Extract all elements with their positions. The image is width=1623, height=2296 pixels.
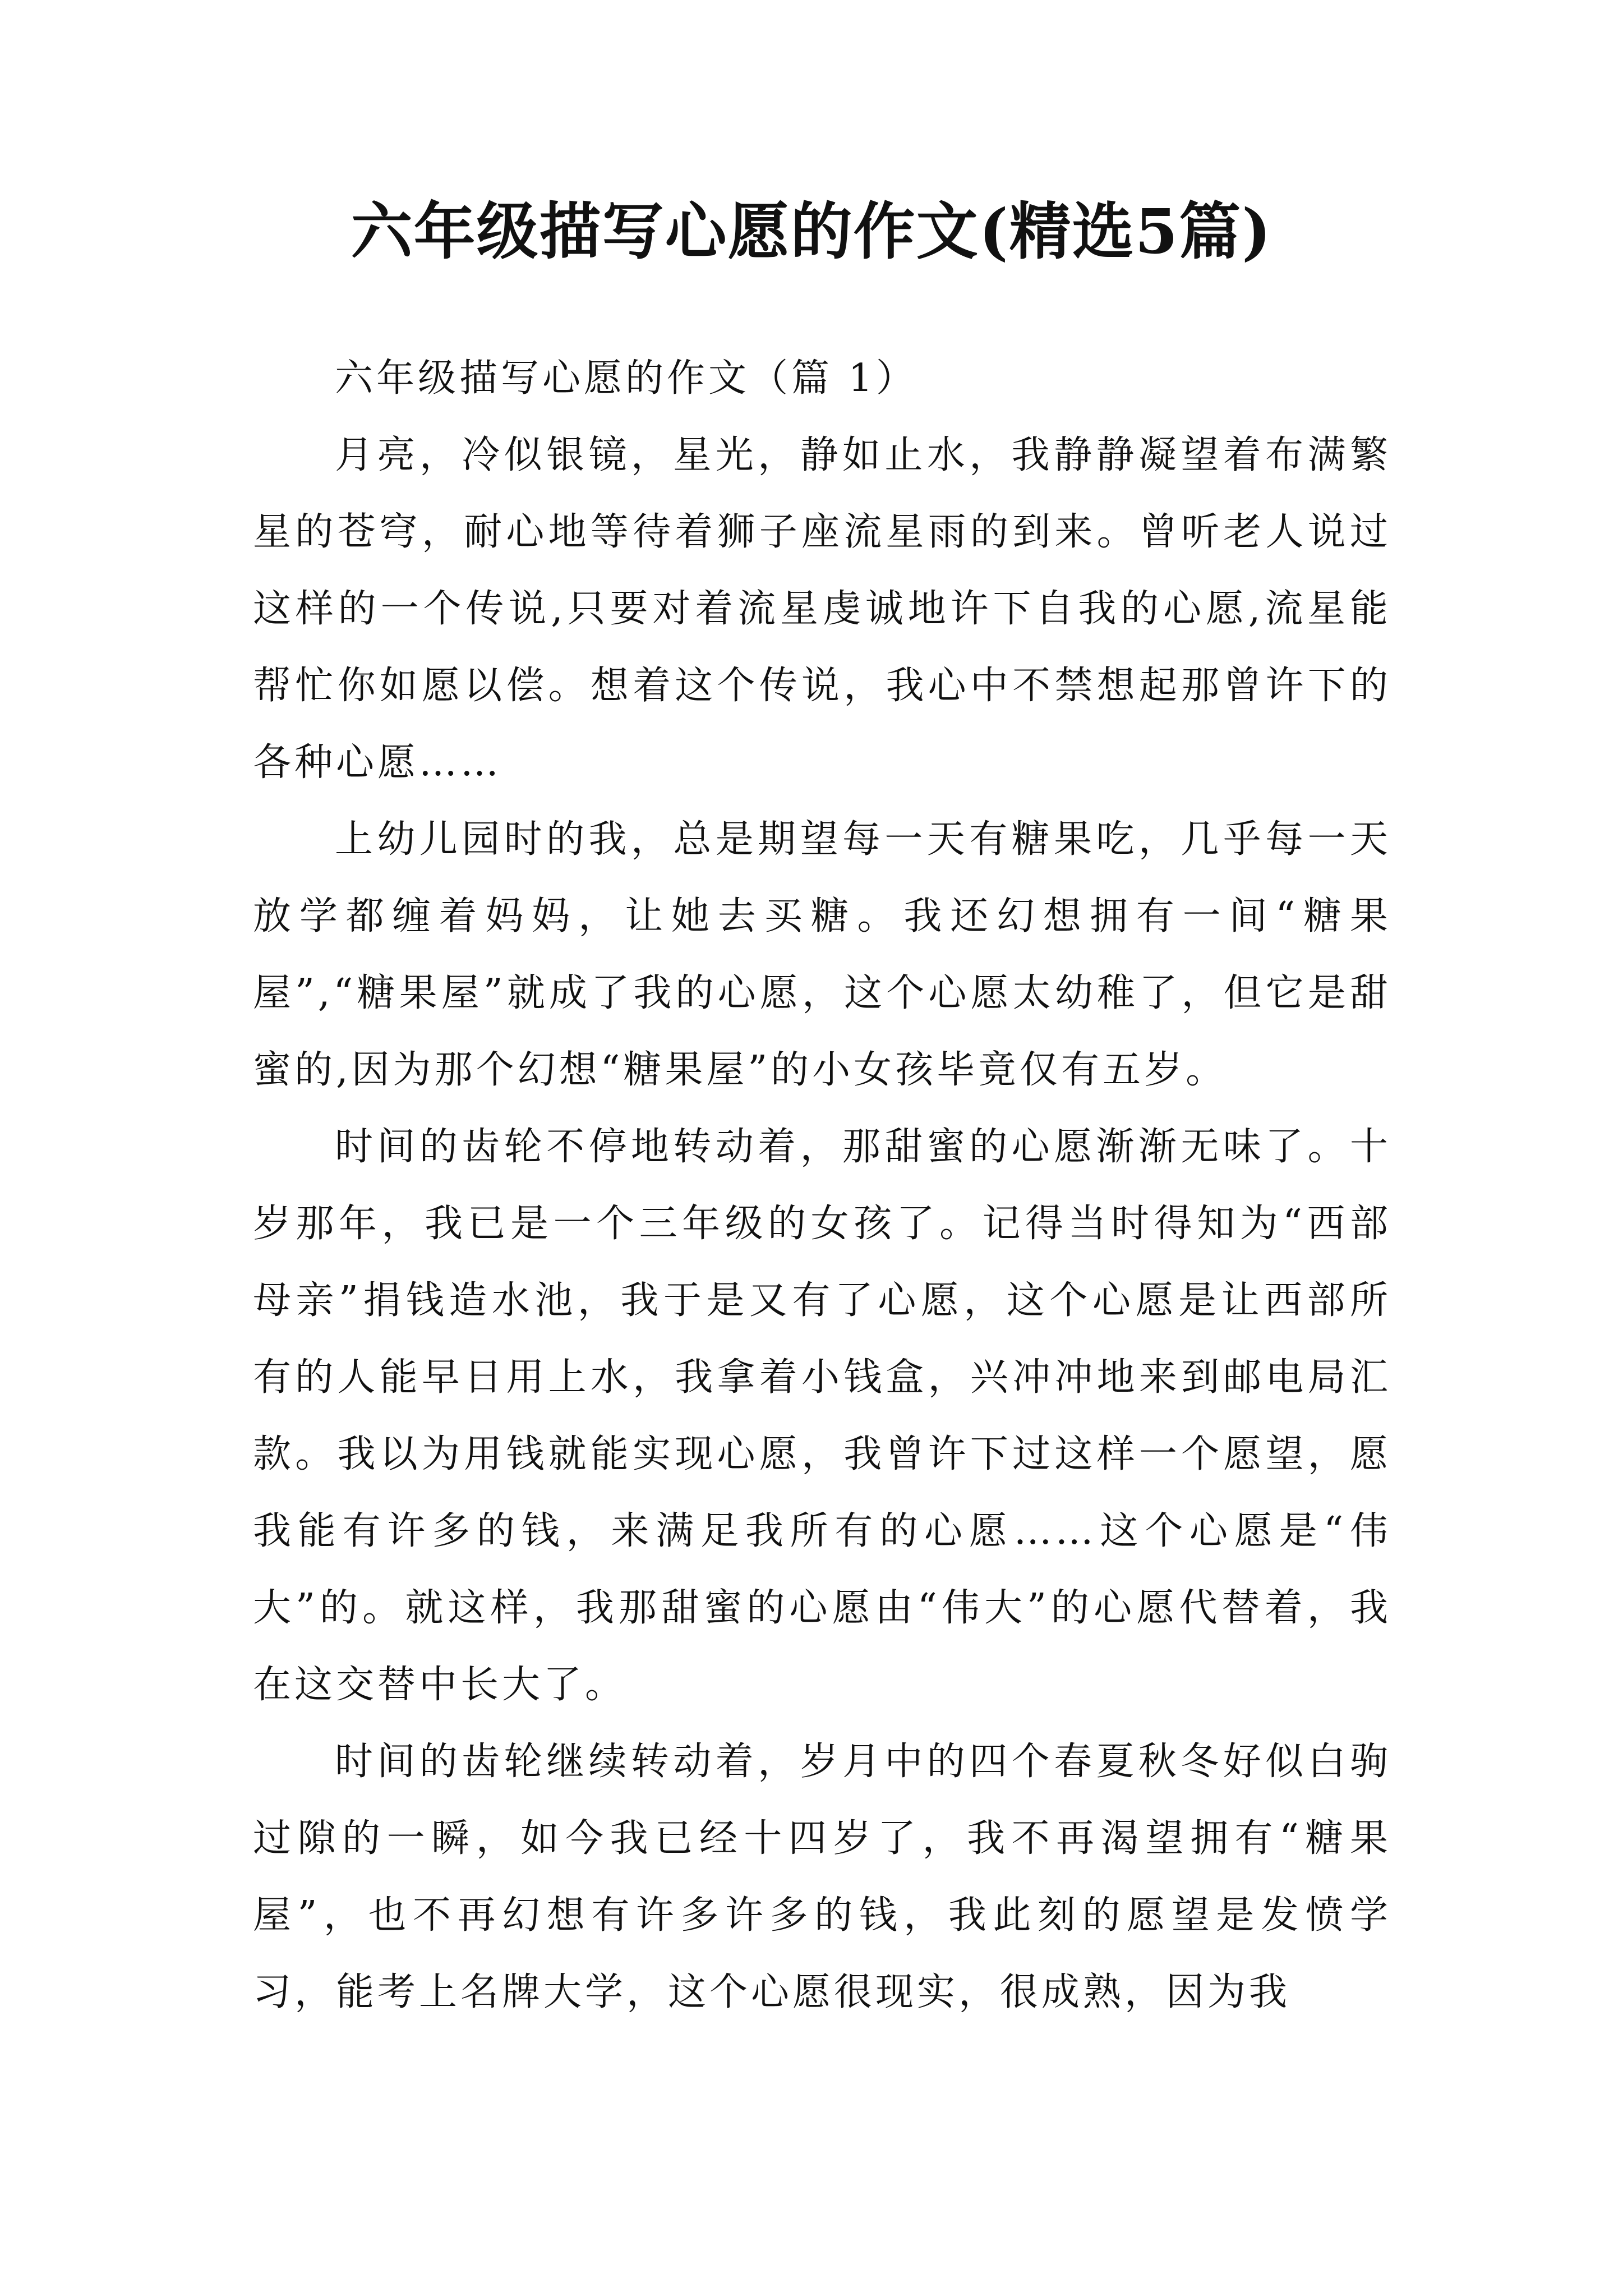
- paragraph: 时间的齿轮继续转动着，岁月中的四个春夏秋冬好似白驹过隙的一瞬，如今我已经十四岁了，我不再渴望拥有“糖果屋”，也不再幻想有许多许多的钱，我此刻的愿望是发愤学习，能考上名牌大学，这个心愿很现实，很成熟，因为我: [253, 1740, 1391, 2014]
- paragraph: 月亮，冷似银镜，星光，静如止水，我静静凝望着布满繁星的苍穹，耐心地等待着狮子座流星雨的到来。曾听老人说过这样的一个传说,只要对着流星虔诚地许下自我的心愿,流星能帮忙你如愿以偿。想着这个传说，我心中不禁想起那曾许下的各种心愿……: [253, 433, 1391, 785]
- document-title: 六年级描写心愿的作文(精选5篇): [351, 195, 1272, 268]
- document-body: [253, 340, 1391, 2031]
- paragraph: 上幼儿园时的我，总是期望每一天有糖果吃，几乎每一天放学都缠着妈妈，让她去买糖。我还幻想拥有一间“糖果屋”,“糖果屋”就成了我的心愿，这个心愿太幼稚了，但它是甜蜜的,因为那个幻想“糖果屋”的小女孩毕竟仅有五岁。: [253, 817, 1391, 1092]
- paragraph: 时间的齿轮不停地转动着，那甜蜜的心愿渐渐无味了。十岁那年，我已是一个三年级的女孩了。记得当时得知为“西部母亲”捐钱造水池，我于是又有了心愿，这个心愿是让西部所有的人能早日用上水，我拿着小钱盒，兴冲冲地来到邮电局汇款。我以为用钱就能实现心愿，我曾许下过这样一个愿望，愿我能有许多的钱，来满足我所有的心愿……这个心愿是“伟大”的。就这样，我那甜蜜的心愿由“伟大”的心愿代替着，我在这交替中长大了。: [253, 1125, 1392, 1707]
- section-heading: 六年级描写心愿的作文（篇 1）: [335, 356, 917, 401]
